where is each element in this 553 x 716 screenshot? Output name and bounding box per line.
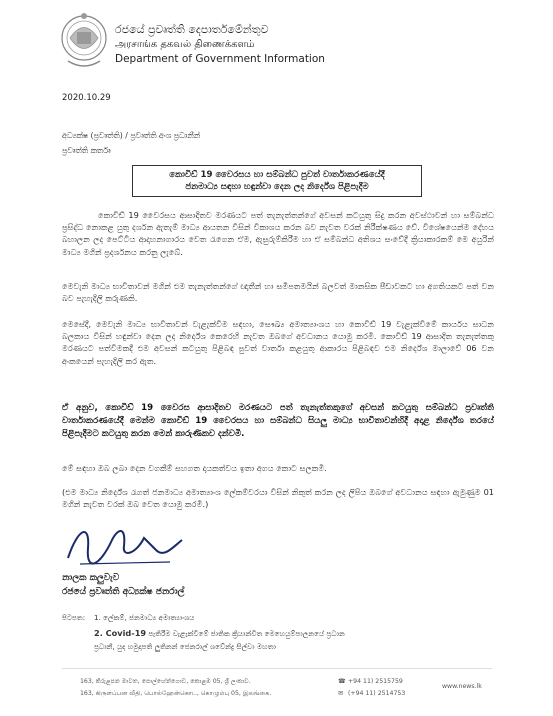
subject-box bbox=[132, 165, 422, 197]
bold-paragraph: ඒ අනුව, කොවිඩ් 19 වෛරස ආසාදිතව මරණයට පත් තැනැත්තකුගේ අවසන් කටයුතු සම්බන්ධ ප්‍රවෘත්ති වාර්තාකරණයේදී මෙන්ම කොවිඩ් 19 වෛරසය හා සම්බන්ධ සියලු මාධ්‍ය භාවිතාවන්හිදී අදාළ නිර්දේශ තරයේ පිළිපැදීමට කටයුතු කරන මෙන් කාරුණිකව දන්වමි. bbox=[62, 403, 494, 439]
letterhead-english: Department of Government Information bbox=[115, 53, 325, 65]
footer-divider bbox=[62, 668, 492, 669]
copies-item-2-prefix: 2. Covid-19 bbox=[94, 628, 147, 638]
copies-item-2-line-2: ප්‍රධානී, යුද හමුදාපති ලුතිනන් ජෙනරාල් ශවේන්ද්‍ර සිල්වා මහතා bbox=[94, 642, 276, 651]
closing-note: මේ සඳහා ඔබ ලබා දෙන වගකීම් සහගත දායකත්වය ඉතා අගය කොට සලකමි. bbox=[62, 463, 327, 473]
footer-fax: (+94 11) 2514753 bbox=[348, 690, 406, 697]
letterhead-sinhala: රජයේ ප්‍රවෘත්ති දෙපාර්තමේන්තුව bbox=[115, 23, 269, 36]
subject-line-1: කොවිඩ් 19 වෛරසය හා සම්බන්ධ පුවත් වාර්තාකරණයේදී bbox=[169, 170, 385, 180]
recipient-line-2: ප්‍රවෘත්ති කර්තෘ bbox=[62, 146, 111, 155]
copies-item-2 bbox=[94, 628, 514, 640]
signatory-name: නාලක කලුවැව bbox=[62, 573, 120, 583]
copies-item-2-rest: පැතිරීම වැළැක්වීමේ ජාතික ක්‍රියාන්විත මෙහෙයුම්පාලනයේ ප්‍රධාන bbox=[146, 629, 345, 638]
bracket-note: (එම මාධ්‍ය නිර්දේශ රැගත් ජනමාධ්‍ය අමාත්‍යාංශ ලේකම්වරයා විසින් නිකුත් කරන ලද ලිපිය ඔබගේ අවධානය සඳහා ඇමුණුම 01 මගින් නැවත වරක් ඔබ වෙත යොමු කරමි.) bbox=[62, 487, 494, 510]
body-paragraph-1: කොවිඩ් 19 වෛරසය ආසාදිතව මරණයට පත් තැනැත්තන්ගේ අවසන් කටයුතු සිදු කරන අවස්ථාවන් හා සම්බන්ධ ප්‍රසිද්ධ නොකළ යුතු දර්ශන ඇතැම් මාධ්‍ය ආයතන විසින් විකාශය කරන බව නැවත වරක් නිරීක්ෂණය වේ. විශේෂයෙන්ම දේහය බහාලන ලද පෙට්ටිය ආදාහනාගාරය වෙත රැගෙන ඒම, ඇසුරුම්කිරීම හා ඒ සම්බන්ධ අතිශය සංවේදී ක්‍රියාකාරකම් මෙ අයුරින් මාධ්‍ය මගින් ප්‍රදර්ශනය කරනු ලැබේ. bbox=[62, 210, 494, 257]
subject-line-2: ජනමාධ්‍ය සඳහා හඳුන්වා දෙන ලද නිර්දේශ පිළිපැදීම bbox=[185, 182, 369, 192]
copies-item-1: 1. ලේකම්, ජනමාධ්‍ය අමාත්‍යාංශය bbox=[94, 613, 195, 622]
footer-address-tamil: 163, கிருளப்பன வீதி, பொல்ஹேன்கொட, கொழும்பு 05, இலங்கை. bbox=[80, 690, 272, 697]
body-paragraph-2: මෙවැනි මාධ්‍ය භාවිතාවන් මගින් එම තැනැත්තන්ගේ ඥාතීන් හා සමීපතමයින් බලවත් මානසික පීඩාවකට හා අගතියකට පත් වන බව පැහැදිලි කරුණකි. bbox=[62, 281, 494, 304]
footer-web[interactable]: www.news.lk bbox=[442, 683, 482, 690]
letterhead-tamil: அரசாங்க தகவல் திணைக்களம் bbox=[115, 39, 255, 50]
fax-icon: ✉ bbox=[338, 690, 344, 697]
body-paragraph-3: මෙසේදී, මෙවැනි මාධ්‍ය භාවිතාවන් වැළැක්වීම සඳහා, සෞඛ්‍ය අමාත්‍යාංශය හා කොවිඩ් 19 වැළැක්වීමේ කාර්යය සාධන බලකාය විසින් හඳුන්වා දෙන ලද නිර්දේශ කෙරෙහි නැවත ඔබගේ අවධානය යොමු කරමි. කොවිඩ් 19 ආසාදිත තැනැත්තකු මරණයට පත්වීමකදී එම අවසන් කටයුතු පිළිබඳ පුවත් වාර්තා කළයුතු ආකාරය පිළිබඳව එම නිර්දේශ මාලාවේ 06 වන අංකයෙන් පැහැදිලි කර ඇත. bbox=[62, 319, 494, 366]
recipient-line-1: අධ්‍යක්ෂ (ප්‍රවෘත්ති) / ප්‍රවෘත්ති අංශ ප්‍රධානීන් bbox=[62, 131, 201, 140]
footer-tel: +94 11) 2515759 bbox=[348, 678, 403, 685]
phone-icon: ☎ bbox=[338, 678, 346, 685]
copies-label: පිටපත: bbox=[62, 613, 86, 622]
footer-address-sinhala: 163, කිරුළපන මාවත, පොල්හේන්ගොඩ, කොළඹ 05, ශ්‍රී ලංකාව. bbox=[80, 678, 251, 685]
letter-date: 2020.10.29 bbox=[62, 93, 111, 103]
signatory-title: රජයේ ප්‍රවෘත්ති අධ්‍යක්ෂ ජනරාල් bbox=[62, 587, 185, 597]
government-emblem bbox=[58, 11, 110, 73]
handwritten-signature bbox=[60, 518, 190, 570]
